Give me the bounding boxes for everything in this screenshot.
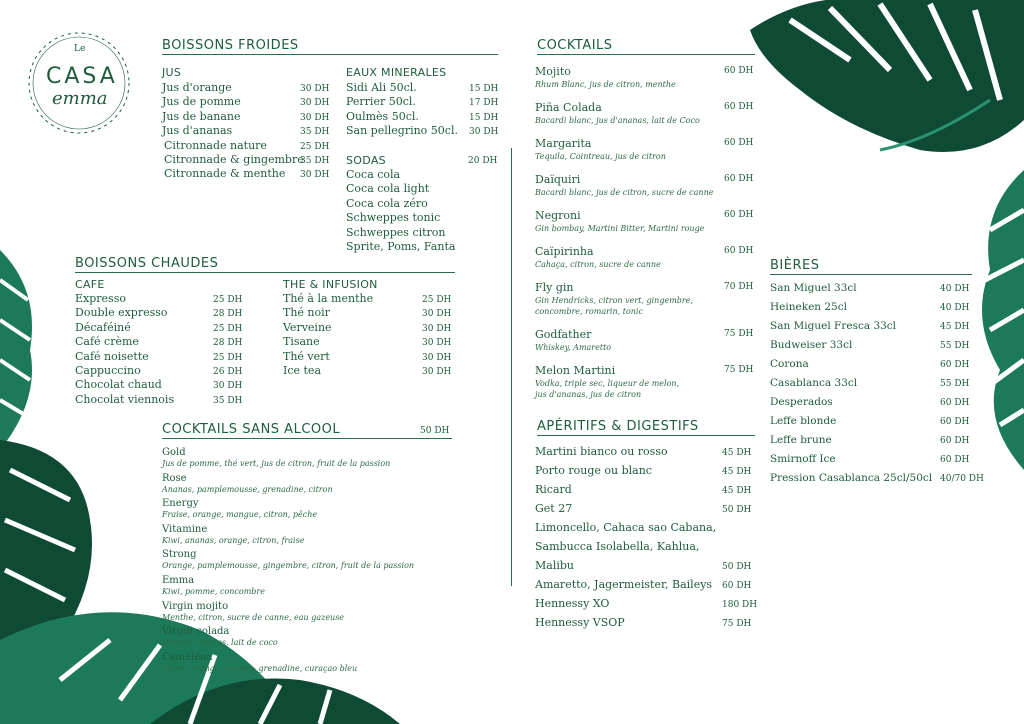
item-price: 60 DH	[940, 436, 970, 446]
cocktail-price: 60 DH	[724, 138, 754, 148]
cocktail-name: Daïquiri	[535, 173, 581, 186]
item-name: San Miguel 33cl	[770, 282, 857, 294]
item-name: Jus de pomme	[162, 95, 241, 109]
cocktail-price: 60 DH	[724, 102, 754, 112]
item-price: 50 DH	[722, 562, 752, 572]
cocktail-name: Melon Martini	[535, 364, 616, 377]
item-price: 50 DH	[722, 505, 752, 515]
menu-item	[162, 95, 330, 109]
eaux-title: EAUX MINERALES	[346, 66, 447, 79]
item-name: Smirnoff Ice	[770, 453, 836, 465]
item-price: 35 DH	[300, 156, 330, 166]
cocktail-desc: Whiskey, Amaretto	[535, 343, 612, 352]
menu-item	[75, 335, 243, 349]
item-name: Sidi Ali 50cl.	[346, 81, 417, 94]
cocktail-price: 75 DH	[724, 365, 754, 375]
item-name: Ice tea	[283, 364, 322, 377]
menu-item	[75, 364, 243, 378]
mocktail-name: Emma	[162, 575, 195, 586]
item-name: Schweppes tonic	[346, 211, 441, 225]
item-name: Porto rouge ou blanc	[535, 464, 652, 477]
column-divider	[511, 148, 512, 586]
mocktail-name: Virgin colada	[162, 626, 230, 638]
item-name: Limoncello, Cahaca sao Cabana,	[535, 521, 717, 534]
menu-item	[283, 306, 452, 320]
the-title: THE & INFUSION	[283, 278, 378, 291]
item-name: Citronnade & gingembre	[164, 153, 304, 166]
item-price: 55 DH	[940, 379, 970, 389]
cocktail-desc: concombre, romarin, tonic	[535, 307, 643, 316]
menu-item	[75, 292, 243, 306]
menu-item	[164, 138, 330, 153]
item-name: Coca cola	[346, 168, 401, 181]
mocktail-desc: Fraise, orange, mangue, citron, pêche	[162, 510, 318, 520]
menu-item	[164, 153, 330, 167]
logo-script: emma	[52, 88, 108, 109]
item-price: 15 DH	[469, 112, 499, 123]
cocktail-desc: Cahaça, citron, sucre de canne	[535, 260, 661, 269]
item-price: 30 DH	[300, 98, 330, 109]
item-price: 15 DH	[469, 84, 499, 94]
menu-item	[283, 292, 452, 306]
mocktail-desc: Kiwi, pomme, concombre	[162, 587, 265, 596]
item-price: 35 DH	[300, 127, 330, 138]
menu-item	[535, 578, 752, 592]
menu-item	[770, 319, 970, 333]
menu-item	[770, 376, 970, 390]
menu-item	[283, 320, 452, 335]
item-name: Chocolat viennois	[75, 392, 175, 406]
menu-item	[770, 471, 984, 485]
item-name: San pellegrino 50cl.	[346, 124, 458, 138]
menu-item	[162, 109, 330, 124]
item-name: Ricard	[535, 483, 572, 496]
cocktail-name: Caïpirinha	[535, 245, 594, 258]
item-price: 26 DH	[213, 367, 243, 377]
item-price: 40 DH	[940, 303, 970, 313]
logo-main: CASA	[46, 64, 118, 89]
mocktail-name: Rose	[162, 472, 187, 484]
menu-item	[770, 281, 970, 295]
item-price: 25 DH	[213, 323, 243, 334]
item-price: 30 DH	[469, 127, 499, 138]
item-name: Chocolat chaud	[75, 378, 162, 392]
item-name: Jus d'ananas	[162, 124, 233, 138]
jus-title: JUS	[162, 66, 182, 79]
monstera-leaf-top-right-icon	[730, 0, 1024, 160]
menu-item	[770, 452, 970, 466]
menu-item	[770, 433, 970, 447]
item-name: Malibu	[535, 559, 574, 572]
item-price: 60 DH	[940, 455, 970, 465]
menu-item	[164, 167, 330, 181]
cocktail-name: Negroni	[535, 209, 581, 222]
mocktail-desc: Ananas, pamplemousse, grenadine, citron	[162, 484, 333, 494]
item-name: Hennessy VSOP	[535, 616, 625, 629]
menu-item	[346, 124, 499, 138]
mocktail-name: Caméléon	[162, 651, 213, 663]
item-name: Sprite, Poms, Fanta	[346, 240, 456, 253]
item-name: Thé à la menthe	[283, 292, 374, 305]
item-price: 45 DH	[722, 467, 752, 477]
item-price: 30 DH	[422, 309, 452, 320]
item-name: Leffe blonde	[770, 415, 837, 427]
boissons-chaudes-title: BOISSONS CHAUDES	[75, 256, 455, 273]
cocktail-price: 60 DH	[724, 246, 754, 256]
item-name: San Miguel Fresca 33cl	[770, 320, 897, 332]
item-price: 25 DH	[213, 352, 243, 363]
menu-item	[283, 349, 452, 364]
sodas-title: SODAS	[346, 154, 386, 167]
item-price: 45 DH	[722, 448, 752, 458]
menu-item	[535, 445, 752, 459]
item-price: 180 DH	[722, 600, 758, 610]
menu-item	[346, 211, 440, 225]
cafe-title: CAFE	[75, 278, 105, 291]
menu-item	[75, 349, 243, 364]
item-price: 28 DH	[213, 338, 243, 349]
logo-top: Le	[74, 44, 86, 54]
sans-alcool-title: COCKTAILS SANS ALCOOL	[162, 422, 452, 439]
menu-item	[75, 306, 243, 320]
item-price: 30 DH	[300, 112, 330, 123]
item-price: 25 DH	[422, 295, 452, 305]
item-price: 30 DH	[300, 84, 330, 94]
aperitifs-title: APÉRITIFS & DIGESTIFS	[537, 419, 755, 436]
item-price: 30 DH	[422, 352, 452, 363]
item-name: Coca cola zéro	[346, 196, 428, 210]
menu-item	[535, 521, 716, 535]
cocktail-desc: Vodka, triple sec, liqueur de melon,	[535, 379, 680, 388]
mocktail-desc: Pêche, orange, ananas, grenadine, curaçao bleu	[162, 663, 358, 673]
cocktail-price: 60 DH	[724, 66, 754, 76]
monstera-leaf-right-icon	[960, 170, 1024, 470]
item-price: 45 DH	[722, 486, 752, 496]
item-price: 30 DH	[300, 170, 330, 181]
item-price: 60 DH	[940, 360, 970, 370]
item-name: Hennessy XO	[535, 597, 610, 610]
cocktail-desc: Bacardi blanc, jus d'ananas, lait de Coco	[535, 116, 700, 125]
item-name: Pression Casablanca 25cl/50cl	[770, 472, 933, 484]
item-name: Martini bianco ou rosso	[535, 445, 668, 458]
item-price: 45 DH	[940, 322, 970, 332]
item-name: Get 27	[535, 502, 573, 515]
item-price: 28 DH	[213, 309, 243, 320]
mocktail-name: Virgin mojito	[162, 600, 229, 612]
menu-item	[535, 464, 752, 478]
sodas-price: 20 DH	[468, 156, 498, 166]
item-name: Expresso	[75, 292, 126, 305]
item-name: Budweiser 33cl	[770, 339, 853, 351]
item-price: 40 DH	[940, 284, 970, 294]
cocktail-name: Godfather	[535, 328, 592, 341]
mocktail-desc: Orange, pamplemousse, gingembre, citron, fruit de la passion	[162, 561, 415, 571]
item-price: 30 DH	[422, 338, 452, 349]
item-name: Thé noir	[283, 306, 330, 320]
mocktail-name: Energy	[162, 498, 199, 510]
boissons-froides-title: BOISSONS FROIDES	[162, 38, 498, 55]
menu-item	[75, 392, 243, 407]
item-name: Casablanca 33cl	[770, 377, 858, 389]
cocktail-desc: Rhum Blanc, jus de citron, menthe	[535, 80, 676, 89]
item-name: Décaféiné	[75, 320, 131, 334]
menu-item	[770, 300, 970, 314]
item-name: Jus de banane	[162, 109, 241, 123]
menu-item	[346, 182, 429, 196]
cocktail-price: 60 DH	[724, 174, 754, 184]
item-price: 60 DH	[940, 417, 970, 427]
cocktail-name: Mojito	[535, 65, 571, 78]
item-price: 60 DH	[940, 398, 970, 408]
cocktail-desc: Tequila, Cointreau, jus de citron	[535, 152, 666, 161]
item-name: Citronnade nature	[164, 138, 267, 152]
menu-item	[770, 395, 970, 409]
item-price: 25 DH	[213, 295, 243, 305]
menu-item	[346, 95, 499, 109]
item-price: 40/70 DH	[940, 474, 984, 484]
item-name: Café noisette	[75, 349, 149, 363]
item-name: Citronnade & menthe	[164, 167, 286, 181]
cocktail-name: Fly gin	[535, 281, 574, 294]
item-price: 30 DH	[422, 323, 452, 334]
item-name: Cappuccino	[75, 364, 141, 377]
item-name: Oulmès 50cl.	[346, 109, 419, 123]
item-price: 17 DH	[469, 98, 499, 109]
item-name: Coca cola light	[346, 182, 430, 196]
logo	[24, 28, 134, 138]
cocktail-desc: jus d'ananas, jus de citron	[535, 390, 642, 399]
item-name: Tisane	[283, 335, 320, 349]
menu-item	[346, 81, 499, 95]
cocktail-price: 70 DH	[724, 282, 754, 292]
mocktail-desc: Jus de pomme, thé vert, jus de citron, fruit de la passion	[162, 459, 391, 468]
menu-item	[535, 540, 699, 554]
item-name: Amaretto, Jagermeister, Baileys	[535, 578, 713, 591]
cocktail-desc: Gin bombay, Martini Bitter, Martini rouge	[535, 224, 705, 233]
menu-item	[535, 502, 752, 516]
item-price: 35 DH	[213, 395, 243, 406]
palm-leaf-left-icon	[0, 250, 50, 450]
menu-item	[346, 197, 428, 211]
menu-item	[770, 338, 970, 352]
cocktail-price: 60 DH	[724, 210, 754, 220]
mocktail-name: Gold	[162, 447, 186, 458]
item-name: Sambucca Isolabella, Kahlua,	[535, 540, 700, 553]
menu-item	[535, 559, 752, 573]
menu-item	[346, 226, 446, 240]
item-price: 60 DH	[722, 581, 752, 591]
item-price: 30 DH	[422, 367, 452, 377]
menu-item	[346, 109, 499, 124]
item-name: Thé vert	[283, 349, 330, 363]
menu-item	[535, 483, 752, 497]
item-price: 30 DH	[213, 381, 243, 392]
menu-item	[162, 81, 330, 95]
cocktail-price: 75 DH	[724, 329, 754, 339]
item-name: Corona	[770, 358, 809, 370]
mocktail-name: Strong	[162, 549, 197, 561]
cocktail-name: Piña Colada	[535, 101, 602, 114]
menu-item	[75, 320, 243, 335]
item-price: 25 DH	[300, 141, 330, 152]
menu-item	[162, 124, 330, 138]
monstera-leaf-bottom-left-icon	[0, 440, 400, 724]
cocktail-desc: Bacardi blanc, jus de citron, sucre de canne	[535, 188, 714, 197]
mocktail-desc: Menthe, citron, sucre de canne, eau gazeuse	[162, 612, 345, 622]
mocktail-name: Vitamine	[162, 523, 208, 535]
cocktail-name: Margarita	[535, 137, 592, 150]
cocktail-desc: Gin Hendricks, citron vert, gingembre,	[535, 296, 693, 305]
item-price: 75 DH	[722, 619, 752, 629]
item-name: Desperados	[770, 396, 833, 408]
menu-item	[770, 414, 970, 428]
menu-item	[75, 378, 243, 392]
menu-item	[770, 357, 970, 371]
item-name: Perrier 50cl.	[346, 95, 416, 109]
item-name: Verveine	[283, 320, 332, 334]
cocktails-title: COCKTAILS	[537, 38, 755, 55]
menu-item	[535, 616, 752, 630]
mocktail-desc: Orange, ananas, lait de coco	[162, 638, 278, 648]
menu-item	[283, 364, 452, 378]
item-name: Café crème	[75, 335, 139, 349]
menu-item	[535, 597, 758, 611]
item-name: Heineken 25cl	[770, 301, 847, 313]
menu-item	[283, 335, 452, 349]
item-name: Jus d'orange	[162, 81, 232, 94]
bieres-title: BIÈRES	[770, 258, 972, 275]
item-name: Schweppes citron	[346, 225, 446, 239]
item-name: Leffe brune	[770, 434, 832, 446]
sans-alcool-price: 50 DH	[420, 426, 450, 436]
menu-item	[346, 168, 400, 182]
menu-item	[346, 240, 455, 254]
mocktail-desc: Kiwi, ananas, orange, citron, fraise	[162, 535, 305, 545]
item-name: Double expresso	[75, 306, 168, 320]
item-price: 55 DH	[940, 341, 970, 351]
